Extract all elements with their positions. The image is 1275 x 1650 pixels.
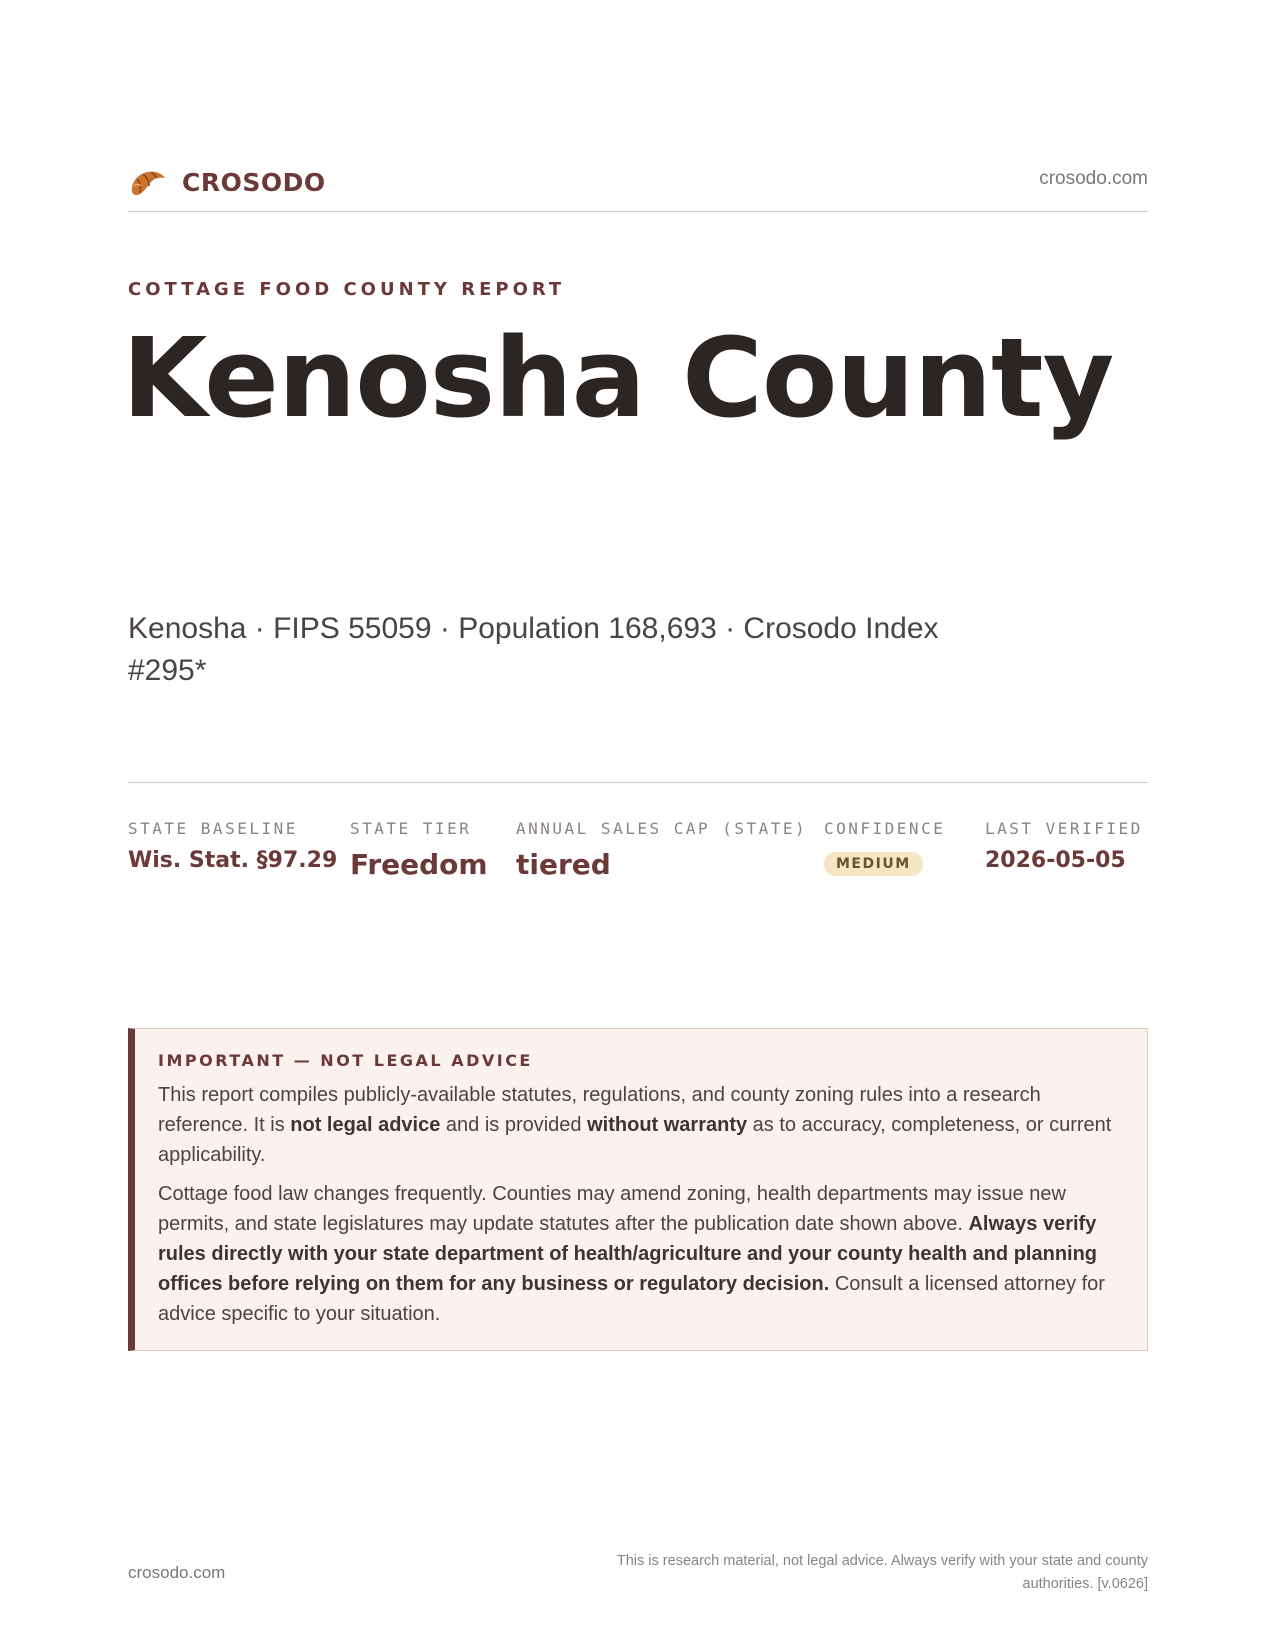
notice-text: Consult a licensed attorney for advice specific to your situation. xyxy=(158,1273,1105,1325)
notice-emphasis: without warranty xyxy=(587,1114,748,1136)
stat-value: Wis. Stat. §97.29 xyxy=(128,848,338,873)
page-header xyxy=(128,158,1148,212)
stat-label: CONFIDENCE xyxy=(824,819,946,838)
brand-name: CROSODO xyxy=(182,167,326,197)
stat-label: STATE BASELINE xyxy=(128,819,298,838)
confidence-badge: MEDIUM xyxy=(824,852,923,876)
notice-text: Cottage food law changes frequently. Counties may amend zoning, health departments may issue new permits, and state legislatures may update statutes after the publication date shown above. xyxy=(158,1183,1066,1235)
notice-emphasis: not legal advice xyxy=(290,1114,441,1136)
notice-paragraph xyxy=(158,1179,1123,1329)
stat-value: tiered xyxy=(516,848,611,881)
stat-annual-sales-cap xyxy=(516,819,807,881)
stat-label: LAST VERIFIED xyxy=(985,819,1143,838)
croissant-icon xyxy=(128,162,168,202)
stat-confidence xyxy=(824,819,945,876)
stats-row xyxy=(128,782,1148,881)
notice-text: as to accuracy, completeness, or current applicability. xyxy=(158,1114,1112,1166)
footer-disclaimer: This is research material, not legal advice. Always verify with your state and county authorities. [v.0626] xyxy=(616,1553,1148,1592)
footer-url[interactable]: crosodo.com xyxy=(128,1563,226,1582)
header-url[interactable]: crosodo.com xyxy=(1039,168,1148,189)
legal-notice xyxy=(128,1028,1148,1351)
notice-emphasis: Always verify rules directly with your state department of health/agriculture and your county health and planning offices before relying on them for any business or regulatory decision. xyxy=(158,1213,1098,1295)
brand[interactable] xyxy=(128,162,326,202)
stat-state-baseline xyxy=(128,819,337,873)
notice-paragraph xyxy=(158,1080,1123,1170)
stat-value: Freedom xyxy=(350,848,488,881)
county-summary: Kenosha · FIPS 55059 · Population 168,693 · Crosodo Index #295* xyxy=(128,612,939,687)
stat-label: STATE TIER xyxy=(350,819,472,838)
page-title: Kenosha County xyxy=(122,314,1114,442)
stat-state-tier xyxy=(350,819,488,881)
notice-title: IMPORTANT — NOT LEGAL ADVICE xyxy=(158,1051,533,1070)
stat-value: 2026-05-05 xyxy=(985,848,1126,873)
stat-last-verified xyxy=(985,819,1143,873)
stat-label: ANNUAL SALES CAP (STATE) xyxy=(516,819,808,838)
notice-text: and is provided xyxy=(440,1114,588,1136)
report-kicker: COTTAGE FOOD COUNTY REPORT xyxy=(128,279,566,300)
notice-text: This report compiles publicly-available statutes, regulations, and county zoning rules into a research reference. It is xyxy=(158,1084,1041,1136)
